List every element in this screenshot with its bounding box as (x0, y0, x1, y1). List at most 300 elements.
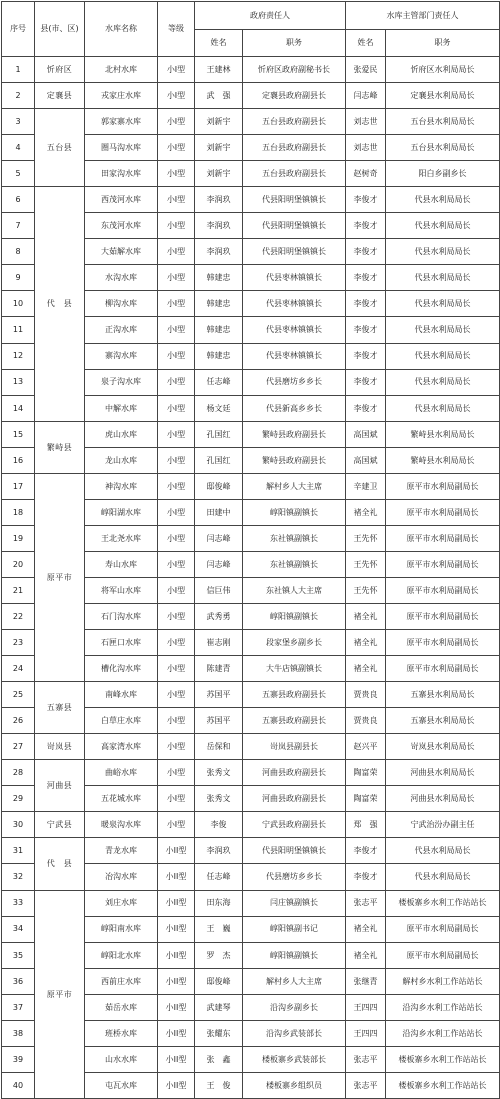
row-number: 21 (2, 577, 35, 603)
gov-responsible-name: 张秀文 (195, 786, 243, 812)
gov-responsible-name: 武建琴 (195, 994, 243, 1020)
row-number: 38 (2, 1020, 35, 1046)
table-row (2, 57, 500, 83)
reservoir-grade: 小I型 (158, 369, 195, 395)
dept-responsible-post: 沿沟乡水利工作站站长 (386, 1020, 500, 1046)
gov-responsible-name: 苏国平 (195, 708, 243, 734)
dept-responsible-post: 定襄县水利局局长 (386, 83, 500, 109)
gov-responsible-post: 五寨县政府副县长 (243, 682, 346, 708)
gov-responsible-post: 代县阳明堡镇镇长 (243, 187, 346, 213)
gov-responsible-name: 孔国红 (195, 447, 243, 473)
reservoir-name: 中解水库 (85, 395, 158, 421)
row-number: 20 (2, 551, 35, 577)
header-no: 序号 (2, 2, 35, 57)
reservoir-name: 五花城水库 (85, 786, 158, 812)
dept-responsible-name: 李俊才 (346, 838, 386, 864)
reservoir-name: 寨沟水库 (85, 343, 158, 369)
dept-responsible-post: 五台县水利局局长 (386, 109, 500, 135)
dept-responsible-post: 原平市水利局副局长 (386, 656, 500, 682)
row-number: 15 (2, 421, 35, 447)
gov-responsible-post: 繁峙县政府副县长 (243, 421, 346, 447)
row-number: 27 (2, 734, 35, 760)
table-row (2, 109, 500, 135)
dept-responsible-name: 张继青 (346, 968, 386, 994)
reservoir-name: 西前庄水库 (85, 968, 158, 994)
row-number: 24 (2, 656, 35, 682)
gov-responsible-post: 忻府区政府副秘书长 (243, 57, 346, 83)
gov-responsible-name: 任志峰 (195, 369, 243, 395)
row-number: 16 (2, 447, 35, 473)
dept-responsible-post: 河曲县水利局局长 (386, 786, 500, 812)
dept-responsible-post: 代县水利局局长 (386, 838, 500, 864)
gov-responsible-name: 李俊 (195, 812, 243, 838)
gov-responsible-name: 李润玖 (195, 239, 243, 265)
reservoir-grade: 小I型 (158, 57, 195, 83)
header-grade: 等级 (158, 2, 195, 57)
reservoir-grade: 小I型 (158, 421, 195, 447)
reservoir-name: 北村水库 (85, 57, 158, 83)
dept-responsible-name: 王四四 (346, 994, 386, 1020)
dept-responsible-post: 原平市水利局副局长 (386, 499, 500, 525)
county-cell: 河曲县 (35, 760, 85, 812)
table-row (2, 890, 500, 916)
gov-responsible-post: 代县磨坊乡乡长 (243, 369, 346, 395)
gov-responsible-name: 李润玖 (195, 187, 243, 213)
reservoir-name: 高家湾水库 (85, 734, 158, 760)
reservoir-grade: 小II型 (158, 942, 195, 968)
county-cell: 原平市 (35, 473, 85, 681)
reservoir-grade: 小I型 (158, 395, 195, 421)
row-number: 6 (2, 187, 35, 213)
gov-responsible-post: 五台县政府副县长 (243, 109, 346, 135)
gov-responsible-name: 刘新宇 (195, 109, 243, 135)
dept-responsible-name: 高国斌 (346, 421, 386, 447)
dept-responsible-name: 高国斌 (346, 447, 386, 473)
header-reservoir: 水库名称 (85, 2, 158, 57)
table-row (2, 83, 500, 109)
dept-responsible-name: 李俊才 (346, 317, 386, 343)
reservoir-name: 班桥水库 (85, 1020, 158, 1046)
dept-responsible-post: 代县水利局局长 (386, 369, 500, 395)
reservoir-name: 郭家寨水库 (85, 109, 158, 135)
gov-responsible-name: 李润玖 (195, 213, 243, 239)
reservoir-grade: 小II型 (158, 916, 195, 942)
gov-responsible-post: 代县枣林镇镇长 (243, 343, 346, 369)
dept-responsible-name: 贾贵良 (346, 682, 386, 708)
reservoir-name: 水沟水库 (85, 265, 158, 291)
gov-responsible-post: 繁峙县政府副县长 (243, 447, 346, 473)
reservoir-name: 石匣口水库 (85, 630, 158, 656)
row-number: 10 (2, 291, 35, 317)
row-number: 25 (2, 682, 35, 708)
dept-responsible-post: 五寨县水利局局长 (386, 708, 500, 734)
table-row (2, 187, 500, 213)
reservoir-grade: 小I型 (158, 447, 195, 473)
reservoir-name: 槽化沟水库 (85, 656, 158, 682)
gov-responsible-post: 段家堡乡副乡长 (243, 630, 346, 656)
reservoir-grade: 小I型 (158, 525, 195, 551)
gov-responsible-post: 代县枣林镇镇长 (243, 317, 346, 343)
reservoir-grade: 小II型 (158, 1072, 195, 1098)
gov-responsible-name: 武秀勇 (195, 603, 243, 629)
gov-responsible-post: 东社镇副镇长 (243, 525, 346, 551)
dept-responsible-name: 李俊才 (346, 395, 386, 421)
dept-responsible-post: 岢岚县水利局局长 (386, 734, 500, 760)
gov-responsible-post: 代县阳明堡镇镇长 (243, 213, 346, 239)
table-row (2, 473, 500, 499)
row-number: 26 (2, 708, 35, 734)
row-number: 22 (2, 603, 35, 629)
reservoir-grade: 小I型 (158, 708, 195, 734)
reservoir-grade: 小I型 (158, 317, 195, 343)
reservoir-grade: 小I型 (158, 473, 195, 499)
reservoir-name: 冶沟水库 (85, 864, 158, 890)
row-number: 5 (2, 161, 35, 187)
dept-responsible-name: 李俊才 (346, 239, 386, 265)
row-number: 8 (2, 239, 35, 265)
gov-responsible-post: 代县磨坊乡乡长 (243, 864, 346, 890)
reservoir-grade: 小II型 (158, 1020, 195, 1046)
gov-responsible-post: 五台县政府副县长 (243, 161, 346, 187)
reservoir-grade: 小II型 (158, 1046, 195, 1072)
dept-responsible-name: 李俊才 (346, 864, 386, 890)
dept-responsible-name: 王先怀 (346, 577, 386, 603)
dept-responsible-post: 五台县水利局局长 (386, 135, 500, 161)
gov-responsible-name: 张 鑫 (195, 1046, 243, 1072)
dept-responsible-post: 代县水利局局长 (386, 864, 500, 890)
gov-responsible-post: 崞阳镇副镇长 (243, 942, 346, 968)
reservoir-name: 圈马沟水库 (85, 135, 158, 161)
reservoir-grade: 小I型 (158, 135, 195, 161)
gov-responsible-post: 楼板寨乡组织员 (243, 1072, 346, 1098)
reservoir-name: 寿山水库 (85, 551, 158, 577)
gov-responsible-name: 闫志峰 (195, 551, 243, 577)
row-number: 17 (2, 473, 35, 499)
gov-responsible-post: 宁武县政府副县长 (243, 812, 346, 838)
row-number: 12 (2, 343, 35, 369)
dept-responsible-name: 刘志世 (346, 135, 386, 161)
dept-responsible-name: 李俊才 (346, 343, 386, 369)
dept-responsible-post: 河曲县水利局局长 (386, 760, 500, 786)
row-number: 30 (2, 812, 35, 838)
county-cell: 宁武县 (35, 812, 85, 838)
row-number: 28 (2, 760, 35, 786)
dept-responsible-name: 褚全礼 (346, 656, 386, 682)
reservoir-name: 崞阳湖水库 (85, 499, 158, 525)
county-cell: 忻府区 (35, 57, 85, 83)
reservoir-grade: 小I型 (158, 603, 195, 629)
gov-responsible-post: 代县阳明堡镇镇长 (243, 239, 346, 265)
row-number: 1 (2, 57, 35, 83)
dept-responsible-post: 阳白乡副乡长 (386, 161, 500, 187)
gov-responsible-name: 田建中 (195, 499, 243, 525)
reservoir-grade: 小II型 (158, 994, 195, 1020)
reservoir-grade: 小I型 (158, 682, 195, 708)
county-cell: 代 县 (35, 187, 85, 421)
gov-responsible-name: 崔志刚 (195, 630, 243, 656)
dept-responsible-post: 代县水利局局长 (386, 239, 500, 265)
reservoir-grade: 小I型 (158, 83, 195, 109)
gov-responsible-post: 东社镇副镇长 (243, 551, 346, 577)
row-number: 39 (2, 1046, 35, 1072)
gov-responsible-name: 张耀东 (195, 1020, 243, 1046)
reservoir-name: 正沟水库 (85, 317, 158, 343)
county-cell: 繁峙县 (35, 421, 85, 473)
gov-responsible-name: 韩建忠 (195, 265, 243, 291)
reservoir-name: 柳沟水库 (85, 291, 158, 317)
row-number: 32 (2, 864, 35, 890)
reservoir-grade: 小I型 (158, 812, 195, 838)
gov-responsible-name: 刘新宇 (195, 135, 243, 161)
county-cell: 定襄县 (35, 83, 85, 109)
gov-responsible-name: 杨文廷 (195, 395, 243, 421)
county-cell: 五台县 (35, 109, 85, 187)
dept-responsible-name: 赵树奇 (346, 161, 386, 187)
gov-responsible-post: 代县阳明堡镇镇长 (243, 838, 346, 864)
dept-responsible-post: 原平市水利局副局长 (386, 473, 500, 499)
reservoir-name: 山水水库 (85, 1046, 158, 1072)
table-row (2, 421, 500, 447)
reservoir-grade: 小I型 (158, 630, 195, 656)
row-number: 13 (2, 369, 35, 395)
row-number: 40 (2, 1072, 35, 1098)
dept-responsible-name: 王先怀 (346, 525, 386, 551)
reservoir-name: 刘庄水库 (85, 890, 158, 916)
dept-responsible-post: 原平市水利局副局长 (386, 630, 500, 656)
reservoir-name: 戎家庄水库 (85, 83, 158, 109)
gov-responsible-post: 东社镇人大主席 (243, 577, 346, 603)
county-cell: 原平市 (35, 890, 85, 1098)
gov-responsible-name: 任志峰 (195, 864, 243, 890)
row-number: 9 (2, 265, 35, 291)
row-number: 23 (2, 630, 35, 656)
table-body (2, 57, 500, 1099)
gov-responsible-name: 韩建忠 (195, 343, 243, 369)
dept-responsible-post: 原平市水利局副局长 (386, 551, 500, 577)
dept-responsible-post: 代县水利局局长 (386, 291, 500, 317)
gov-responsible-post: 五寨县政府副县长 (243, 708, 346, 734)
dept-responsible-post: 忻府区水利局局长 (386, 57, 500, 83)
dept-responsible-post: 代县水利局局长 (386, 265, 500, 291)
reservoir-name: 崞阳北水库 (85, 942, 158, 968)
dept-responsible-name: 李俊才 (346, 187, 386, 213)
header-gov-name: 姓名 (195, 30, 243, 57)
reservoir-name: 南峰水库 (85, 682, 158, 708)
reservoir-name: 将军山水库 (85, 577, 158, 603)
dept-responsible-name: 郑 强 (346, 812, 386, 838)
reservoir-name: 龙山水库 (85, 447, 158, 473)
reservoir-name: 泉子沟水库 (85, 369, 158, 395)
reservoir-name: 崞阳南水库 (85, 916, 158, 942)
row-number: 14 (2, 395, 35, 421)
gov-responsible-name: 王 巍 (195, 916, 243, 942)
dept-responsible-name: 闫志峰 (346, 83, 386, 109)
gov-responsible-post: 大牛店镇副镇长 (243, 656, 346, 682)
gov-responsible-name: 信巨伟 (195, 577, 243, 603)
gov-responsible-post: 楼板寨乡武装部长 (243, 1046, 346, 1072)
reservoir-grade: 小II型 (158, 838, 195, 864)
row-number: 34 (2, 916, 35, 942)
reservoir-name: 茹岳水库 (85, 994, 158, 1020)
gov-responsible-name: 孔国红 (195, 421, 243, 447)
gov-responsible-post: 解村乡人大主席 (243, 968, 346, 994)
gov-responsible-name: 武 强 (195, 83, 243, 109)
dept-responsible-post: 代县水利局局长 (386, 187, 500, 213)
dept-responsible-name: 辛建卫 (346, 473, 386, 499)
reservoir-grade: 小I型 (158, 551, 195, 577)
gov-responsible-name: 韩建忠 (195, 291, 243, 317)
dept-responsible-post: 繁峙县水利局局长 (386, 447, 500, 473)
row-number: 31 (2, 838, 35, 864)
dept-responsible-post: 楼板寨乡水利工作站站长 (386, 1072, 500, 1098)
dept-responsible-name: 褚全礼 (346, 499, 386, 525)
dept-responsible-post: 代县水利局局长 (386, 317, 500, 343)
reservoir-grade: 小II型 (158, 968, 195, 994)
dept-responsible-post: 沿沟乡水利工作站站长 (386, 994, 500, 1020)
reservoir-name: 石门沟水库 (85, 603, 158, 629)
reservoir-grade: 小I型 (158, 161, 195, 187)
dept-responsible-name: 褚全礼 (346, 916, 386, 942)
dept-responsible-post: 原平市水利局副局长 (386, 942, 500, 968)
header-dept-responsible: 水库主管部门责任人 (346, 2, 500, 30)
reservoir-name: 屯瓦水库 (85, 1072, 158, 1098)
table-row (2, 734, 500, 760)
row-number: 2 (2, 83, 35, 109)
gov-responsible-post: 代县新高乡乡长 (243, 395, 346, 421)
row-number: 11 (2, 317, 35, 343)
gov-responsible-name: 韩建忠 (195, 317, 243, 343)
county-cell: 岢岚县 (35, 734, 85, 760)
reservoir-name: 神沟水库 (85, 473, 158, 499)
gov-responsible-post: 代县枣林镇镇长 (243, 265, 346, 291)
reservoir-grade: 小I型 (158, 213, 195, 239)
reservoir-name: 东茂河水库 (85, 213, 158, 239)
dept-responsible-post: 代县水利局局长 (386, 213, 500, 239)
gov-responsible-name: 陈建青 (195, 656, 243, 682)
gov-responsible-post: 闫庄镇副镇长 (243, 890, 346, 916)
header-gov-responsible: 政府责任人 (195, 2, 346, 30)
gov-responsible-post: 崞阳镇副镇长 (243, 603, 346, 629)
gov-responsible-name: 邸俊峰 (195, 968, 243, 994)
gov-responsible-name: 岳保和 (195, 734, 243, 760)
gov-responsible-post: 崞阳镇副镇长 (243, 499, 346, 525)
gov-responsible-post: 沿沟乡副乡长 (243, 994, 346, 1020)
reservoir-name: 暖泉沟水库 (85, 812, 158, 838)
dept-responsible-name: 张志平 (346, 1046, 386, 1072)
gov-responsible-post: 定襄县政府副县长 (243, 83, 346, 109)
dept-responsible-name: 李俊才 (346, 369, 386, 395)
dept-responsible-post: 宁武治汾办副主任 (386, 812, 500, 838)
dept-responsible-post: 原平市水利局副局长 (386, 603, 500, 629)
header-dept-name: 姓名 (346, 30, 386, 57)
gov-responsible-post: 解村乡人大主席 (243, 473, 346, 499)
dept-responsible-post: 楼板寨乡水利工作站站长 (386, 1046, 500, 1072)
row-number: 36 (2, 968, 35, 994)
reservoir-grade: 小I型 (158, 577, 195, 603)
row-number: 29 (2, 786, 35, 812)
reservoir-grade: 小I型 (158, 760, 195, 786)
reservoir-name: 虎山水库 (85, 421, 158, 447)
dept-responsible-post: 楼板寨乡水利工作站站长 (386, 890, 500, 916)
row-number: 19 (2, 525, 35, 551)
dept-responsible-name: 刘志世 (346, 109, 386, 135)
row-number: 37 (2, 994, 35, 1020)
row-number: 4 (2, 135, 35, 161)
dept-responsible-post: 原平市水利局副局长 (386, 525, 500, 551)
row-number: 18 (2, 499, 35, 525)
reservoir-name: 田家沟水库 (85, 161, 158, 187)
dept-responsible-name: 李俊才 (346, 265, 386, 291)
table-row (2, 682, 500, 708)
gov-responsible-name: 王 俊 (195, 1072, 243, 1098)
table-row (2, 812, 500, 838)
reservoir-grade: 小II型 (158, 890, 195, 916)
dept-responsible-post: 解村乡水利工作站站长 (386, 968, 500, 994)
dept-responsible-post: 原平市水利局副局长 (386, 916, 500, 942)
county-cell: 代 县 (35, 838, 85, 890)
gov-responsible-post: 河曲县政府副县长 (243, 786, 346, 812)
dept-responsible-post: 繁峙县水利局局长 (386, 421, 500, 447)
dept-responsible-name: 褚全礼 (346, 630, 386, 656)
gov-responsible-name: 李润玖 (195, 838, 243, 864)
dept-responsible-name: 张志平 (346, 1072, 386, 1098)
reservoir-name: 曲峪水库 (85, 760, 158, 786)
gov-responsible-post: 五台县政府副县长 (243, 135, 346, 161)
reservoir-name: 西茂河水库 (85, 187, 158, 213)
reservoir-name: 大茹解水库 (85, 239, 158, 265)
gov-responsible-post: 沿沟乡武装部长 (243, 1020, 346, 1046)
row-number: 3 (2, 109, 35, 135)
gov-responsible-post: 崞阳镇副书记 (243, 916, 346, 942)
dept-responsible-name: 王先怀 (346, 551, 386, 577)
reservoir-name: 王北尧水库 (85, 525, 158, 551)
reservoir-name: 青龙水库 (85, 838, 158, 864)
reservoir-grade: 小I型 (158, 291, 195, 317)
dept-responsible-name: 赵兴平 (346, 734, 386, 760)
gov-responsible-name: 闫志峰 (195, 525, 243, 551)
row-number: 33 (2, 890, 35, 916)
dept-responsible-name: 陶富荣 (346, 760, 386, 786)
dept-responsible-post: 代县水利局局长 (386, 343, 500, 369)
gov-responsible-post: 岢岚县副县长 (243, 734, 346, 760)
dept-responsible-name: 李俊才 (346, 291, 386, 317)
reservoir-name: 白草庄水库 (85, 708, 158, 734)
row-number: 7 (2, 213, 35, 239)
dept-responsible-post: 五寨县水利局局长 (386, 682, 500, 708)
dept-responsible-name: 张爱民 (346, 57, 386, 83)
reservoir-grade: 小I型 (158, 265, 195, 291)
gov-responsible-name: 刘新宇 (195, 161, 243, 187)
gov-responsible-name: 邸俊峰 (195, 473, 243, 499)
reservoir-grade: 小I型 (158, 656, 195, 682)
gov-responsible-post: 河曲县政府副县长 (243, 760, 346, 786)
row-number: 35 (2, 942, 35, 968)
reservoir-grade: 小I型 (158, 187, 195, 213)
header-dept-post: 职务 (386, 30, 500, 57)
reservoir-grade: 小I型 (158, 343, 195, 369)
dept-responsible-name: 张志平 (346, 890, 386, 916)
gov-responsible-name: 张秀文 (195, 760, 243, 786)
reservoir-grade: 小I型 (158, 734, 195, 760)
table-row (2, 760, 500, 786)
dept-responsible-name: 褚全礼 (346, 603, 386, 629)
gov-responsible-name: 王建林 (195, 57, 243, 83)
dept-responsible-name: 李俊才 (346, 213, 386, 239)
gov-responsible-name: 罗 杰 (195, 942, 243, 968)
table-header (2, 2, 500, 57)
dept-responsible-name: 陶富荣 (346, 786, 386, 812)
header-county: 县(市、区) (35, 2, 85, 57)
